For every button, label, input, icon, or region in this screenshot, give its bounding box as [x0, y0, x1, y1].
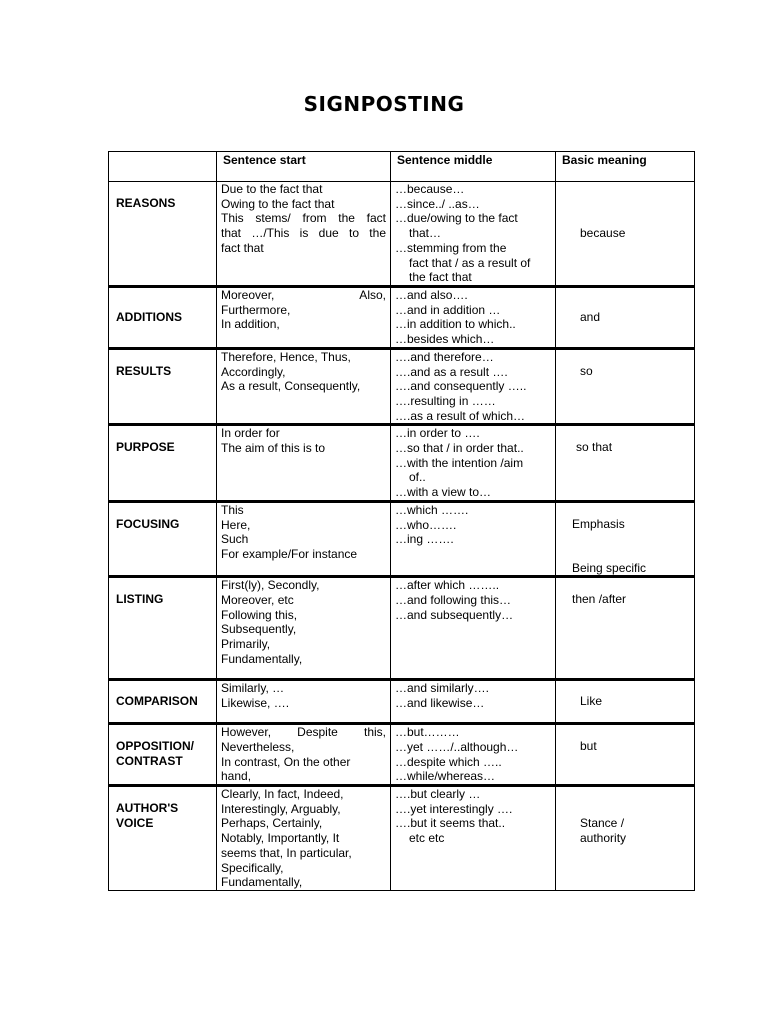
phrase: ….and consequently ….. — [395, 379, 527, 394]
phrase: the fact that — [409, 270, 472, 285]
table-row — [109, 287, 695, 349]
category-label: REASONS — [116, 196, 176, 210]
phrase: Primarily, — [221, 637, 271, 652]
phrase: However, Despite this, — [221, 725, 386, 740]
phrase: …in addition to which.. — [395, 317, 516, 332]
sentence-start-cell — [217, 680, 391, 724]
basic-meaning-cell — [556, 577, 695, 680]
sentence-start-cell — [217, 501, 391, 576]
phrase: ….and therefore… — [395, 349, 494, 364]
basic-meaning-cell — [556, 724, 695, 786]
phrase: Accordingly, — [221, 364, 286, 379]
phrase: …since../ ..as… — [395, 196, 480, 211]
phrase: …despite which ….. — [395, 754, 502, 769]
phrase: fact that — [221, 240, 264, 255]
phrase: …in order to …. — [395, 426, 480, 441]
phrase: Clearly, In fact, Indeed, — [221, 787, 344, 802]
phrase: of.. — [409, 470, 426, 485]
phrase: …because… — [395, 182, 465, 196]
table-row — [109, 348, 695, 425]
meaning-text: authority — [580, 830, 627, 845]
table-row — [109, 680, 695, 724]
sentence-middle-cell — [391, 724, 556, 786]
sentence-start-cell — [217, 786, 391, 891]
phrase: Interestingly, Arguably, — [221, 801, 341, 816]
category-label: ADDITIONS — [116, 310, 182, 325]
table-row — [109, 425, 695, 502]
phrase: Perhaps, Certainly, — [221, 816, 323, 831]
phrase: Owing to the fact that — [221, 196, 335, 211]
phrase: This — [221, 502, 244, 517]
phrase: …and also…. — [395, 288, 468, 302]
phrase: ….but clearly … — [395, 787, 481, 802]
category-label: AUTHOR'S — [116, 801, 179, 816]
header-basic-meaning: Basic meaning — [556, 152, 695, 182]
category-label: LISTING — [116, 592, 164, 607]
phrase: Specifically, — [221, 860, 284, 875]
category-cell — [109, 501, 217, 576]
phrase: …which ……. — [395, 502, 469, 517]
category-cell — [109, 287, 217, 349]
phrase: fact that / as a result of — [409, 255, 531, 270]
sentence-middle-cell — [391, 680, 556, 724]
phrase: In addition, — [221, 317, 280, 332]
category-label: VOICE — [116, 815, 154, 830]
table-row — [109, 786, 695, 891]
phrase: …after which …….. — [395, 578, 500, 593]
phrase: ….yet interestingly …. — [395, 801, 513, 816]
phrase: …due/owing to the fact — [395, 211, 518, 226]
page-title: SIGNPOSTING — [303, 92, 465, 116]
phrase: …with the intention /aim — [395, 455, 524, 470]
phrase: seems that, In particular, — [221, 845, 352, 860]
phrase: In contrast, On the other — [221, 754, 351, 769]
category-cell — [109, 577, 217, 680]
phrase: Due to the fact that — [221, 182, 323, 196]
category-label: FOCUSING — [116, 516, 180, 531]
category-label: COMPARISON — [116, 694, 198, 709]
phrase: that …/This is due to the — [221, 226, 386, 241]
phrase: …yet ……/..although… — [395, 739, 519, 754]
sentence-middle-cell — [391, 501, 556, 576]
sentence-middle-cell — [391, 348, 556, 425]
category-cell — [109, 182, 217, 287]
phrase: This stems/ from the fact — [221, 211, 386, 226]
category-label: PURPOSE — [116, 440, 175, 455]
phrase: Likewise, …. — [221, 695, 290, 710]
phrase: Following this, — [221, 607, 298, 622]
phrase: …with a view to… — [395, 485, 492, 500]
meaning-text: Like — [580, 694, 603, 709]
phrase: …who……. — [395, 517, 457, 532]
category-cell — [109, 680, 217, 724]
meaning-text: but — [580, 739, 597, 754]
phrase: Fundamentally, — [221, 875, 303, 890]
phrase: Moreover, etc — [221, 592, 294, 607]
phrase: Moreover, Also, — [221, 288, 386, 302]
phrase: Nevertheless, — [221, 739, 295, 754]
basic-meaning-cell — [556, 501, 695, 576]
phrase: …but……… — [395, 725, 460, 740]
phrase: ….resulting in …… — [395, 393, 496, 408]
meaning-text: Being specific — [572, 560, 647, 575]
phrase: ….but it seems that.. — [395, 816, 506, 831]
sentence-start-cell — [217, 348, 391, 425]
meaning-text: and — [580, 310, 601, 325]
phrase: that… — [409, 226, 442, 241]
category-cell — [109, 786, 217, 891]
category-cell — [109, 724, 217, 786]
category-label: OPPOSITION/ — [116, 739, 195, 754]
phrase: etc etc — [409, 831, 445, 846]
header-row — [109, 152, 695, 182]
basic-meaning-cell — [556, 680, 695, 724]
category-label: RESULTS — [116, 363, 172, 378]
sentence-start-cell — [217, 182, 391, 287]
phrase: …ing ……. — [395, 532, 454, 547]
phrase: …and following this… — [395, 592, 512, 607]
header-category — [109, 152, 217, 182]
phrase: …and subsequently… — [395, 607, 514, 622]
basic-meaning-cell — [556, 182, 695, 287]
meaning-text: so that — [576, 440, 613, 455]
phrase: ….as a result of which… — [395, 408, 526, 423]
phrase: The aim of this is to — [221, 441, 326, 456]
phrase: ….and as a result …. — [395, 364, 508, 379]
phrase: Such — [221, 532, 249, 547]
sentence-start-cell — [217, 577, 391, 680]
meaning-text: so — [580, 363, 593, 378]
category-cell — [109, 425, 217, 502]
phrase: …besides which… — [395, 332, 495, 347]
phrase: First(ly), Secondly, — [221, 578, 320, 593]
meaning-text: Emphasis — [572, 516, 625, 531]
phrase: Subsequently, — [221, 622, 297, 637]
header-sentence-middle: Sentence middle — [391, 152, 556, 182]
sentence-middle-cell — [391, 182, 556, 287]
phrase: Here, — [221, 517, 251, 532]
phrase: Fundamentally, — [221, 651, 303, 666]
basic-meaning-cell — [556, 786, 695, 891]
table-row — [109, 577, 695, 680]
phrase: …and similarly…. — [395, 681, 490, 696]
sentence-start-cell — [217, 287, 391, 349]
table-row — [109, 724, 695, 786]
signposting-table — [108, 151, 695, 891]
phrase: For example/For instance — [221, 546, 358, 561]
sentence-middle-cell — [391, 786, 556, 891]
sentence-start-cell — [217, 425, 391, 502]
phrase: Notably, Importantly, It — [221, 831, 340, 846]
basic-meaning-cell — [556, 287, 695, 349]
sentence-middle-cell — [391, 287, 556, 349]
table-row — [109, 182, 695, 287]
basic-meaning-cell — [556, 425, 695, 502]
category-label: CONTRAST — [116, 753, 183, 768]
phrase: …and in addition … — [395, 302, 501, 317]
meaning-text: then /after — [572, 592, 627, 607]
meaning-text: because — [580, 226, 626, 241]
phrase: …while/whereas… — [395, 769, 496, 784]
table-row — [109, 501, 695, 576]
phrase: Therefore, Hence, Thus, — [221, 349, 351, 364]
sentence-middle-cell — [391, 425, 556, 502]
phrase: hand, — [221, 769, 252, 784]
phrase: …stemming from the — [395, 240, 507, 255]
phrase: Furthermore, — [221, 302, 291, 317]
header-sentence-start: Sentence start — [217, 152, 391, 182]
phrase: As a result, Consequently, — [221, 379, 361, 394]
phrase: Similarly, … — [221, 681, 285, 696]
sentence-middle-cell — [391, 577, 556, 680]
sentence-start-cell — [217, 724, 391, 786]
phrase: In order for — [221, 426, 280, 441]
category-cell — [109, 348, 217, 425]
phrase: …and likewise… — [395, 695, 485, 710]
meaning-text: Stance / — [580, 816, 625, 831]
phrase: …so that / in order that.. — [395, 441, 524, 456]
basic-meaning-cell — [556, 348, 695, 425]
